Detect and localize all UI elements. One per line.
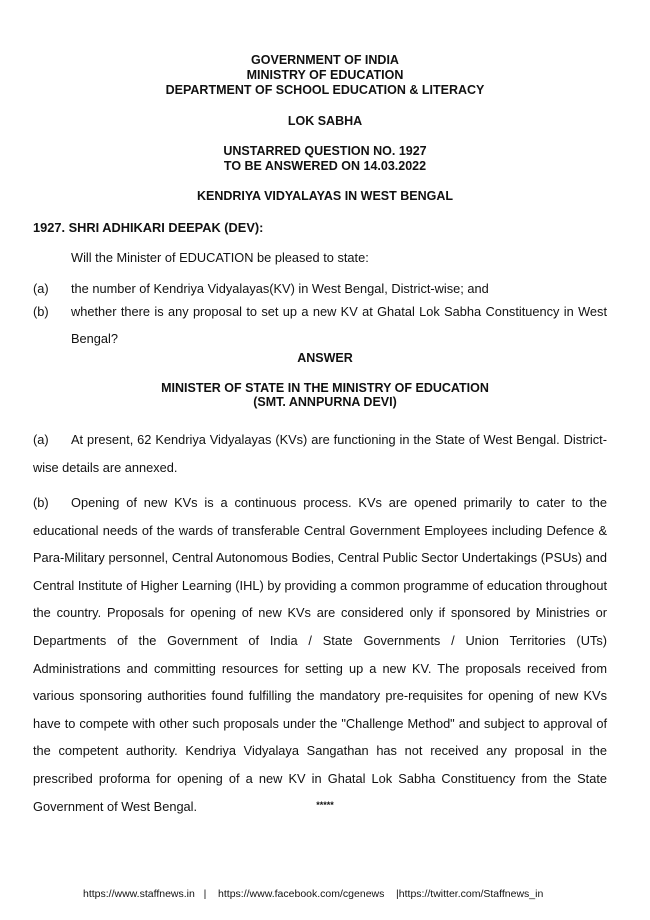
answer-b: [33, 489, 607, 820]
answer-heading: ANSWER: [297, 351, 353, 365]
question-b-text: whether there is any proposal to set up a new KV at Ghatal Lok Sabha Constituency in West Bengal?: [71, 304, 607, 346]
answer-b-label: (b): [33, 495, 49, 510]
footer-separator: |: [203, 888, 207, 900]
question-a-label: (a): [33, 281, 49, 296]
house-name: LOK SABHA: [287, 114, 363, 128]
answer-date: TO BE ANSWERED ON 14.03.2022: [223, 159, 427, 173]
footer-separator: |: [396, 888, 399, 900]
footer-link-twitter[interactable]: https://twitter.com/Staffnews_in: [398, 888, 544, 900]
answer-a-text: At present, 62 Kendriya Vidyalayas (KVs) are functioning in the State of West Bengal. District-wise details are annexed.: [33, 432, 607, 475]
footer-links: [83, 888, 543, 900]
answer-b-text: Opening of new KVs is a continuous process. KVs are opened primarily to cater to the educational needs of the wards of transferable Central Government Employees including Defence & Para-Military personnel, Central Autonomous Bodies, Central Public Sector Undertakings (PSUs) and Central Institute of Higher Learning (IHL) by providing a common programme of education throughout the country. Proposals for opening of new KVs are considered only if sponsored by Ministries or Departments of the Government of India / State Governments / Union Territories (UTs) Administrations and committing resources for setting up a new KV. The proposals received from various sponsoring authorities found fulfilling the mandatory pre-requisites for opening of new KVs have to compete with other such proposals under the "Challenge Method" and subject to approval of the competent authority. Kendriya Vidyalaya Sangathan has not received any proposal in the prescribed proforma for opening of a new KV in Ghatal Lok Sabha Constituency from the State Government of West Bengal.: [33, 495, 607, 814]
header-government: GOVERNMENT OF INDIA: [251, 53, 399, 67]
minister-name: (SMT. ANNPURNA DEVI): [253, 395, 397, 409]
answer-a-label: (a): [33, 432, 49, 447]
minister-title: MINISTER OF STATE IN THE MINISTRY OF EDUCATION: [161, 381, 489, 395]
question-intro: Will the Minister of EDUCATION be pleased to state:: [71, 250, 369, 265]
footer-link-staffnews[interactable]: https://www.staffnews.in: [83, 888, 195, 900]
answer-a: [33, 426, 607, 481]
end-mark: *****: [316, 800, 334, 810]
header-department: DEPARTMENT OF SCHOOL EDUCATION & LITERACY: [165, 83, 485, 97]
question-b-label: (b): [33, 304, 49, 319]
question-number: UNSTARRED QUESTION NO. 1927: [223, 144, 427, 158]
footer-link-facebook[interactable]: https://www.facebook.com/cgenews: [218, 888, 385, 900]
header-ministry: MINISTRY OF EDUCATION: [246, 68, 404, 82]
question-a-text: the number of Kendriya Vidyalayas(KV) in West Bengal, District-wise; and: [71, 281, 489, 296]
asker-name: 1927. SHRI ADHIKARI DEEPAK (DEV):: [33, 220, 264, 235]
subject-title: KENDRIYA VIDYALAYAS IN WEST BENGAL: [196, 189, 454, 203]
